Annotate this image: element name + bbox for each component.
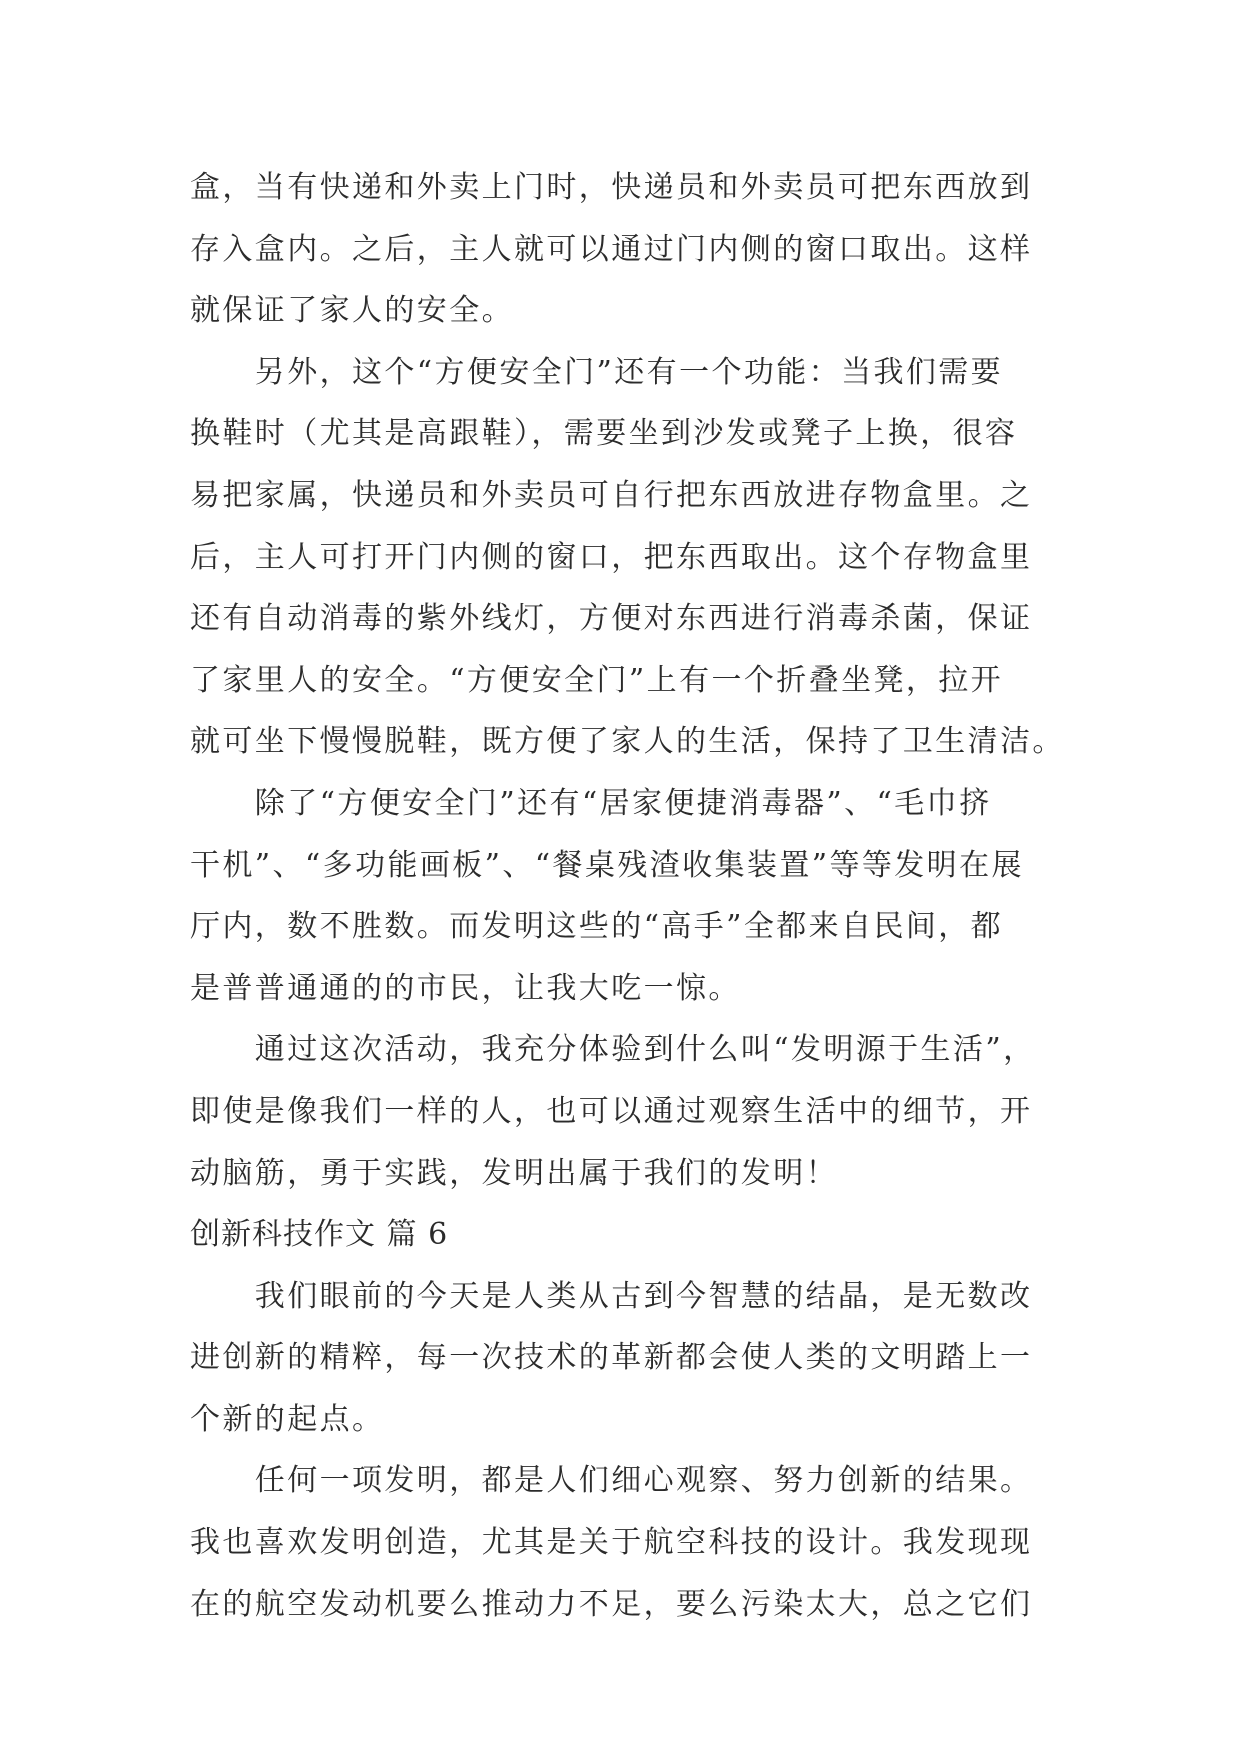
text-line: 个新的起点。	[190, 1401, 385, 1437]
text-line: 干机”、“多功能画板”、“餐桌残渣收集装置”等等发明在展	[190, 847, 1024, 883]
text-line: 就可坐下慢慢脱鞋，既方便了家人的生活，保持了卫生清洁。	[190, 724, 1065, 760]
text-line: 动脑筋，勇于实践，发明出属于我们的发明！	[190, 1155, 838, 1191]
text-line: 盒，当有快递和外卖上门时，快递员和外卖员可把东西放到	[190, 170, 1033, 205]
text-line: 是普普通通的的市民，让我大吃一惊。	[190, 970, 741, 1006]
text-line: 后，主人可打开门内侧的窗口，把东西取出。这个存物盒里	[190, 539, 1033, 575]
text-line: 通过这次活动，我充分体验到什么叫“发明源于生活”，	[190, 1032, 1036, 1068]
text-line: 我们眼前的今天是人类从古到今智慧的结晶，是无数改	[190, 1278, 1033, 1314]
text-line: 即使是像我们一样的人，也可以通过观察生活中的细节，开	[190, 1093, 1033, 1129]
text-line: 任何一项发明，都是人们细心观察、努力创新的结果。	[190, 1463, 1033, 1499]
text-line: 换鞋时（尤其是高跟鞋），需要坐到沙发或凳子上换，很容	[190, 416, 1018, 452]
text-line: 除了“方便安全门”还有“居家便捷消毒器”、“毛巾挤	[190, 785, 992, 821]
text-line: 了家里人的安全。“方便安全门”上有一个折叠坐凳，拉开	[190, 662, 1004, 698]
text-line: 存入盒内。之后，主人就可以通过门内侧的窗口取出。这样	[190, 231, 1033, 267]
text-line: 易把家属，快递员和外卖员可自行把东西放进存物盒里。之	[190, 477, 1033, 513]
text-line: 厅内，数不胜数。而发明这些的“高手”全都来自民间，都	[190, 909, 1004, 945]
text-line: 在的航空发动机要么推动力不足，要么污染太大，总之它们	[190, 1586, 1033, 1622]
text-line: 就保证了家人的安全。	[190, 293, 514, 329]
text-line: 进创新的精粹，每一次技术的革新都会使人类的文明踏上一	[190, 1340, 1033, 1376]
text-line: 还有自动消毒的紫外线灯，方便对东西进行消毒杀菌，保证	[190, 601, 1033, 637]
text-line: 另外，这个“方便安全门”还有一个功能：当我们需要	[190, 354, 1004, 390]
text-line: 我也喜欢发明创造，尤其是关于航空科技的设计。我发现现	[190, 1525, 1033, 1561]
section-heading: 创新科技作文 篇 6	[190, 1217, 449, 1253]
document-body	[190, 157, 1065, 1635]
